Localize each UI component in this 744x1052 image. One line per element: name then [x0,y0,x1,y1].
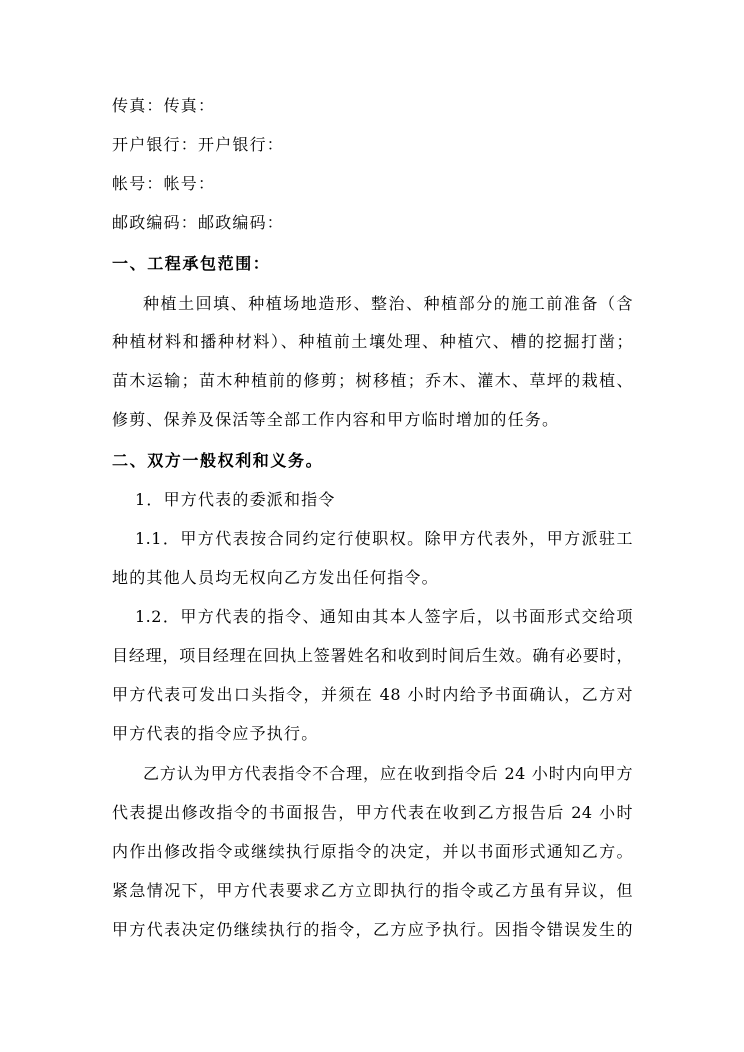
postcode-line: 邮政编码：邮政编码： [112,213,285,232]
bank-line: 开户银行：开户银行： [112,135,285,154]
paragraph-3-line-1: 乙方认为甲方代表指令不合理，应在收到指令后 24 小时内向甲方 [143,764,633,783]
section1-heading: 一、工程承包范围： [112,254,271,273]
paragraph-3-line-2: 代表提出修改指令的书面报告，甲方代表在收到乙方报告后 24 小时 [112,803,633,822]
section1-line-2: 种植材料和播种材料）、种植前土壤处理、种植穴、槽的挖掘打凿； [112,332,633,351]
clause-1-1-line-1: 1.1．甲方代表按合同约定行使职权。除甲方代表外，甲方派驻工 [135,529,633,548]
paragraph-3-line-4: 紧急情况下，甲方代表要求乙方立即执行的指令或乙方虽有异议，但 [112,881,633,900]
subsection-1-title: 1．甲方代表的委派和指令 [135,490,336,509]
section1-line-3: 苗木运输；苗木种植前的修剪；树移植；乔木、灌木、草坪的栽植、 [112,371,633,390]
section1-line-4: 修剪、保养及保活等全部工作内容和甲方临时增加的任务。 [112,410,560,429]
fax-line: 传真：传真： [112,96,216,115]
clause-1-2-line-4: 甲方代表的指令应予执行。 [112,724,319,743]
paragraph-3-line-5: 甲方代表决定仍继续执行的指令，乙方应予执行。因指令错误发生的 [112,920,633,939]
paragraph-3-line-3: 内作出修改指令或继续执行原指令的决定，并以书面形式通知乙方。 [112,842,633,861]
clause-1-2-line-3: 甲方代表可发出口头指令，并须在 48 小时内给予书面确认，乙方对 [112,685,633,704]
section1-line-1: 种植土回填、种植场地造形、整治、种植部分的施工前准备（含 [143,294,633,313]
section2-heading: 二、双方一般权利和义务。 [112,451,324,470]
clause-1-2-line-1: 1.2．甲方代表的指令、通知由其本人签字后，以书面形式交给项 [135,607,633,626]
clause-1-2-line-2: 目经理，项目经理在回执上签署姓名和收到时间后生效。确有必要时， [112,646,633,665]
clause-1-1-line-2: 地的其他人员均无权向乙方发出任何指令。 [112,568,439,587]
account-line: 帐号：帐号： [112,174,216,193]
